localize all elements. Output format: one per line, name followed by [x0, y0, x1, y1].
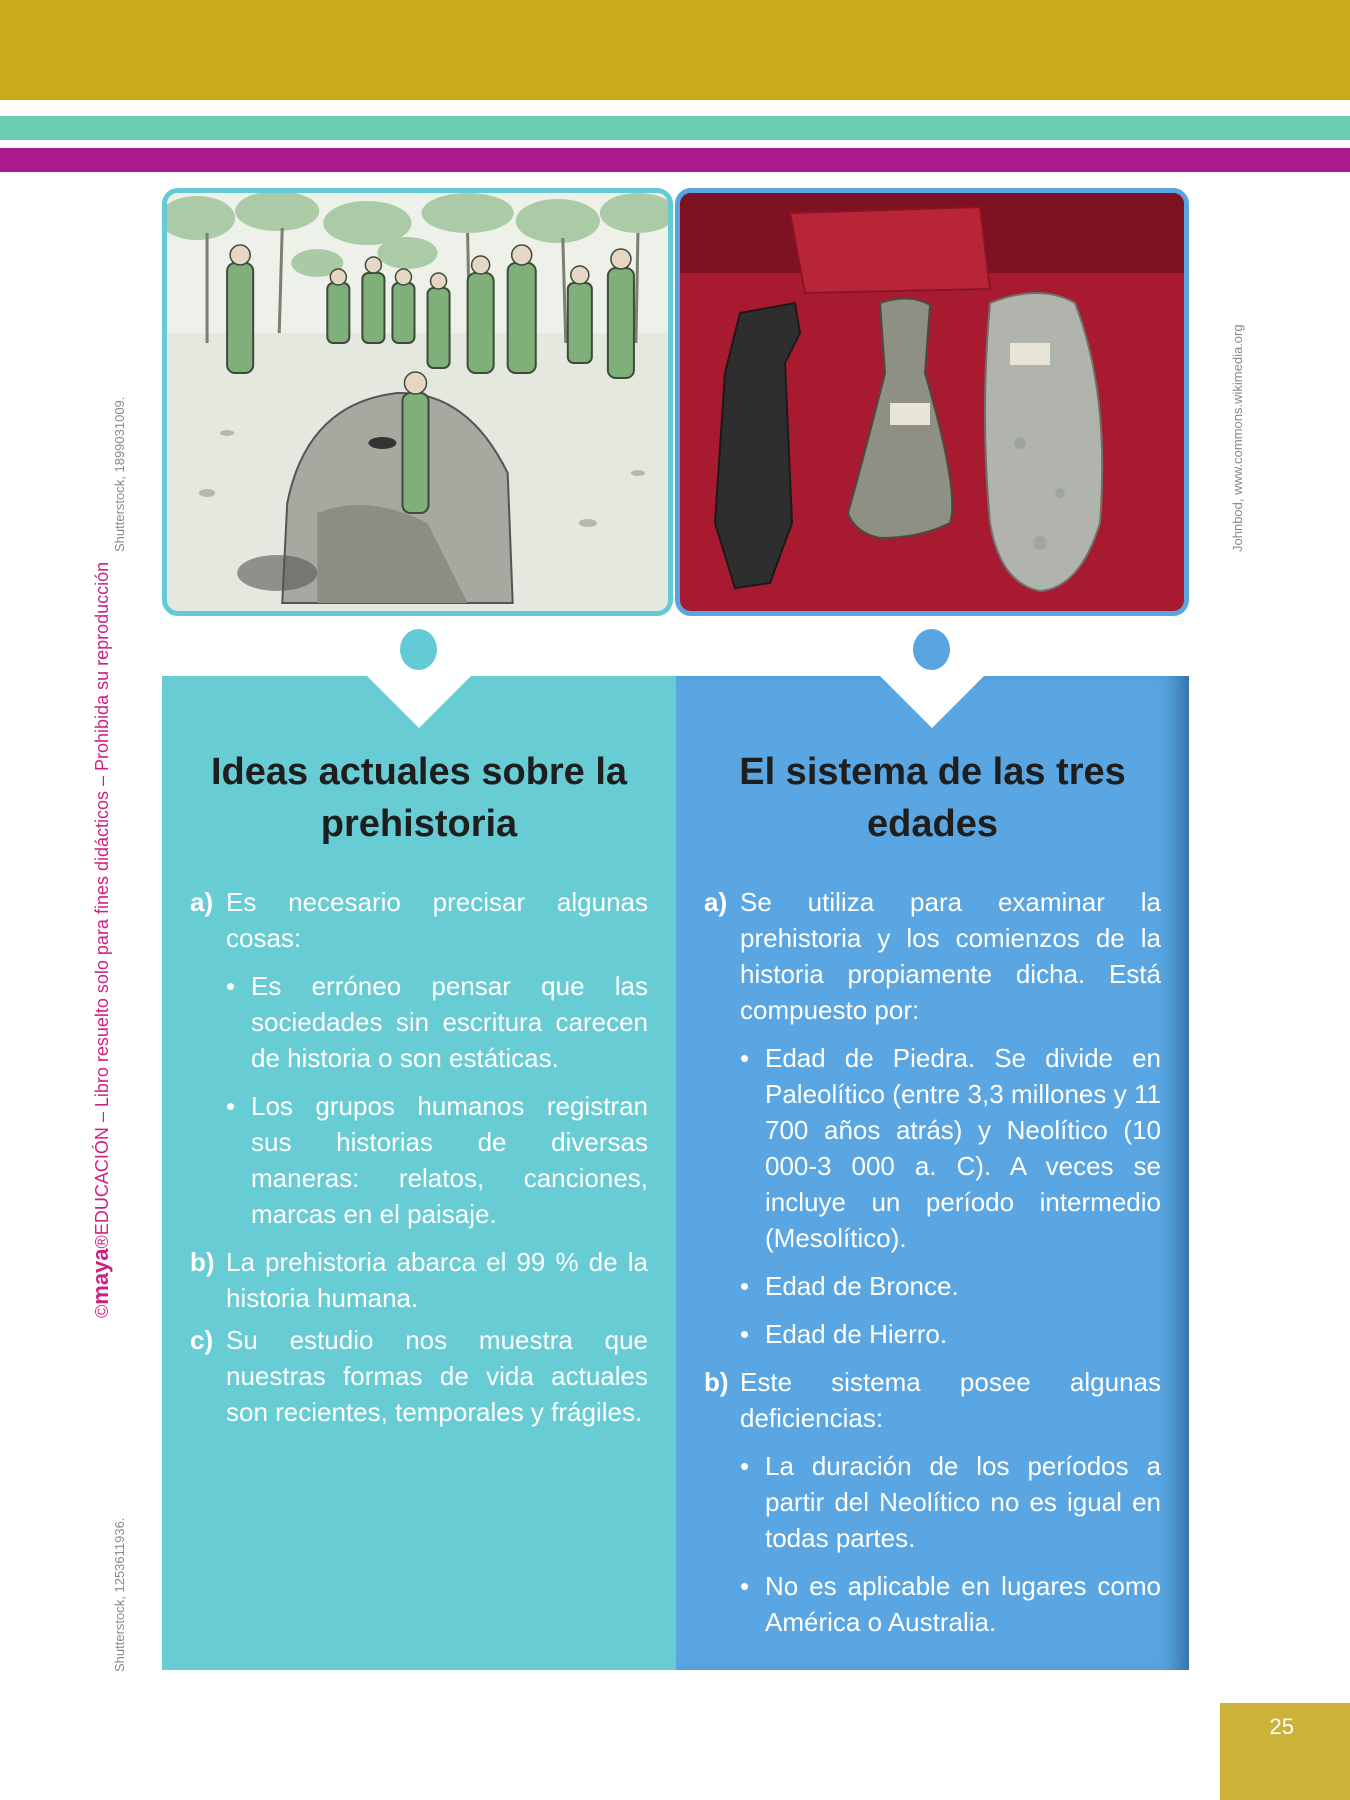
axes-museum-photo — [675, 188, 1189, 616]
photo-credit-right: Johnbod, www.commons.wikimedia.org — [1230, 324, 1245, 552]
bullet-icon: • — [226, 1091, 236, 1121]
bullet-list — [704, 1040, 1161, 1352]
bullet-text: La duración de los períodos a partir del Neolítico no es igual en todas partes. — [765, 1451, 1161, 1553]
panel-notch-right — [880, 676, 984, 728]
bullet-text: Edad de Piedra. Se divide en Paleolítico (entre 3,3 millones y 11 700 años atrás) y Neolítico (10 000-3 000 a. C). A veces se incluye un período intermedio (Mesolítico). — [765, 1043, 1161, 1253]
connector-dot-right — [913, 629, 950, 670]
bullet-list — [704, 1448, 1161, 1640]
bullet-item — [190, 1088, 648, 1232]
axes-photo-drawing — [680, 193, 1184, 611]
bullet-icon: • — [226, 971, 236, 1001]
list-item-a — [704, 884, 1161, 1028]
panel-title-left: Ideas actuales sobre la prehistoria — [210, 751, 628, 845]
copyright-symbol: © — [92, 1304, 112, 1318]
item-text: Este sistema posee algunas deficiencias: — [740, 1367, 1161, 1433]
bullet-text: Los grupos humanos registran sus historias de diversas maneras: relatos, canciones, marcas en el paisaje. — [251, 1091, 648, 1229]
item-marker: b) — [704, 1367, 729, 1397]
item-marker: c) — [190, 1325, 214, 1355]
bullet-icon: • — [740, 1571, 750, 1601]
panel-tres-edades — [676, 676, 1189, 1670]
bullet-icon: • — [740, 1271, 750, 1301]
photo-credit-left-top: Shutterstock, 1899031009. — [112, 396, 127, 552]
panel-ideas-actuales — [162, 676, 676, 1670]
panel-notch-left — [367, 676, 471, 728]
panel-content-left — [190, 884, 648, 1436]
item-marker: a) — [704, 887, 728, 917]
bullet-icon: • — [740, 1451, 750, 1481]
bullet-item — [704, 1268, 1161, 1304]
top-magenta-band — [0, 148, 1350, 172]
item-text: La prehistoria abarca el 99 % de la historia humana. — [226, 1247, 648, 1313]
bullet-text: Edad de Bronce. — [765, 1271, 959, 1301]
bullet-item — [190, 968, 648, 1076]
bullet-icon: • — [740, 1043, 750, 1073]
bullet-text: Es erróneo pensar que las sociedades sin escritura carecen de historia o son estáticas. — [251, 971, 648, 1073]
photo-credit-left-bottom: Shutterstock, 1253611936. — [112, 1517, 127, 1672]
bullet-text: No es aplicable en lugares como América o Australia. — [765, 1571, 1161, 1637]
bullet-text: Edad de Hierro. — [765, 1319, 948, 1349]
item-text: Se utiliza para examinar la prehistoria y los comienzos de la historia propiamente dicha. Está compuesto por: — [740, 887, 1161, 1025]
list-item-c — [190, 1322, 648, 1430]
copyright-notice — [88, 562, 114, 1318]
item-text: Su estudio nos muestra que nuestras formas de vida actuales son recientes, temporales y frágiles. — [226, 1325, 648, 1427]
bullet-item — [704, 1040, 1161, 1256]
registered-mark: ® — [92, 1235, 112, 1249]
top-gold-band — [0, 0, 1350, 100]
bullet-item — [704, 1448, 1161, 1556]
copyright-text: EDUCACIÓN – Libro resuelto solo para fines didácticos – Prohibida su reproducción — [92, 561, 112, 1236]
panel-content-right — [704, 884, 1161, 1652]
bullet-item — [704, 1568, 1161, 1640]
top-teal-band — [0, 116, 1350, 140]
bullet-list — [190, 968, 648, 1232]
item-marker: a) — [190, 887, 214, 917]
connector-dot-left — [400, 629, 437, 670]
panel-title-right: El sistema de las tres edades — [739, 751, 1126, 845]
bullet-icon: • — [740, 1319, 750, 1349]
item-text: Es necesario precisar algunas cosas: — [226, 887, 648, 953]
bullet-item — [704, 1316, 1161, 1352]
brand-logo-text: maya — [88, 1248, 113, 1305]
page-number: 25 — [1269, 1714, 1294, 1739]
list-item-b — [704, 1364, 1161, 1436]
burial-scene-illustration — [162, 188, 673, 616]
list-item-a — [190, 884, 648, 956]
item-marker: b) — [190, 1247, 215, 1277]
burial-scene-drawing — [167, 193, 668, 611]
list-item-b — [190, 1244, 648, 1316]
